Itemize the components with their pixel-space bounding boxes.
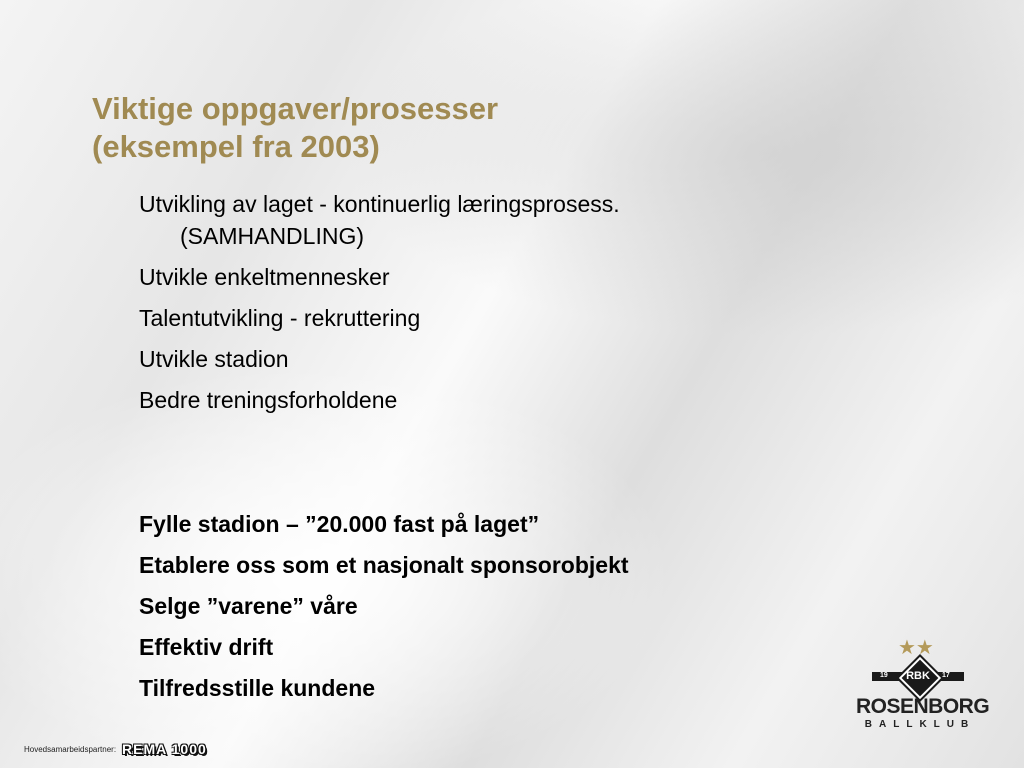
title-line-1: Viktige oppgaver/prosesser [92, 91, 499, 126]
slide-title [92, 90, 498, 166]
logo-year-left: 19 [880, 672, 888, 679]
list-item: Etablere oss som et nasjonalt sponsorobjekt [139, 552, 629, 578]
list-item: Tilfredsstille kundene [139, 675, 376, 701]
task-text: Utvikling av laget - kontinuerlig læringsprosess. [139, 191, 620, 217]
goal-list [139, 508, 839, 713]
list-item: Talentutvikling - rekruttering [139, 305, 421, 331]
list-item: Selge ”varene” våre [139, 593, 358, 619]
task-list [139, 188, 839, 425]
list-item: Effektiv drift [139, 634, 274, 660]
rosenborg-logo [856, 636, 990, 736]
logo-year-right: 17 [942, 672, 950, 679]
partner-logo: REMA 1000 [122, 741, 207, 757]
star-icon: ★★ [898, 637, 934, 659]
title-line-2: (eksempel fra 2003) [92, 129, 380, 164]
logo-name: ROSENBORG [856, 695, 990, 718]
list-item: Utvikle stadion [139, 346, 289, 372]
logo-subtitle: BALLKLUB [864, 719, 976, 730]
partner-label: Hovedsamarbeidspartner: [24, 744, 117, 754]
task-continuation: (SAMHANDLING) [180, 223, 365, 249]
partner-footer [24, 741, 207, 757]
list-item: Fylle stadion – ”20.000 fast på laget” [139, 511, 540, 537]
list-item: Bedre treningsforholdene [139, 387, 398, 413]
list-item [139, 188, 839, 252]
list-item: Utvikle enkeltmennesker [139, 264, 390, 290]
logo-initials: RBK [906, 670, 930, 682]
